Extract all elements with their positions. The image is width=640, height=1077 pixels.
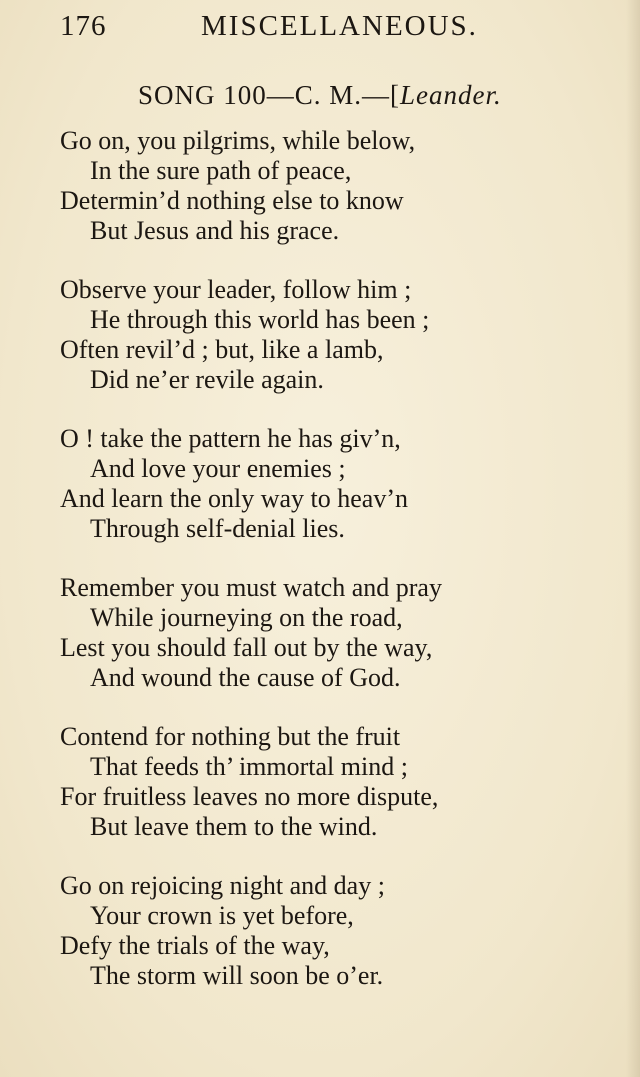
stanza-6 [60,871,620,991]
page-number: 176 [60,10,107,42]
verse-line: Lest you should fall out by the way, [60,633,433,662]
stanza-4 [60,573,620,693]
verse-line: Often revil’d ; but, like a lamb, [60,335,384,364]
verse-line: He through this world has been ; [90,305,430,334]
running-head: MISCELLANEOUS. [201,10,478,42]
verse-line: That feeds th’ immortal mind ; [90,752,408,781]
stanza-1 [60,126,620,246]
hymn-text [60,126,620,1020]
verse-line: For fruitless leaves no more dispute, [60,782,439,811]
verse-line: Determin’d nothing else to know [60,186,404,215]
verse-line: But leave them to the wind. [90,812,378,841]
stanza-2 [60,275,620,395]
verse-line: In the sure path of peace, [90,156,352,185]
verse-line: The storm will soon be o’er. [90,961,384,990]
verse-line: Go on, you pilgrims, while below, [60,126,416,155]
verse-line: Contend for nothing but the fruit [60,722,401,751]
verse-line: While journeying on the road, [90,603,403,632]
verse-line: Your crown is yet before, [90,901,354,930]
song-heading [138,80,558,111]
verse-line: And love your enemies ; [90,454,346,483]
page-header [60,10,500,46]
verse-line: And wound the cause of God. [90,663,401,692]
stanza-5 [60,722,620,842]
verse-line: Remember you must watch and pray [60,573,442,602]
page-edge-shadow [626,0,640,1077]
verse-line: Did ne’er revile again. [90,365,324,394]
verse-line: Go on rejoicing night and day ; [60,871,385,900]
verse-line: And learn the only way to heav’n [60,484,409,513]
verse-line: O ! take the pattern he has giv’n, [60,424,401,453]
verse-line: Through self-denial lies. [90,514,345,543]
stanza-3 [60,424,620,544]
song-title: SONG 100—C. M.— [138,80,391,110]
tune-name: Leander. [400,80,502,110]
tune-bracket: [ [390,80,401,110]
verse-line: But Jesus and his grace. [90,216,340,245]
verse-line: Defy the trials of the way, [60,931,330,960]
verse-line: Observe your leader, follow him ; [60,275,412,304]
